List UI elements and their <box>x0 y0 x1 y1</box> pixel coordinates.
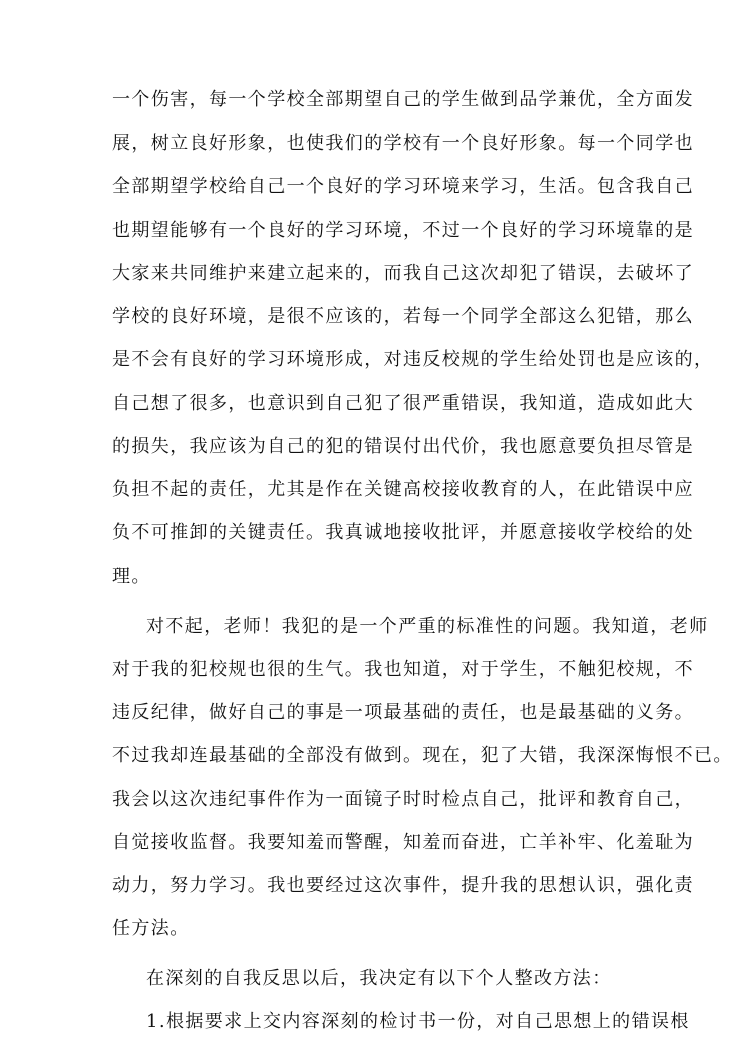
text-line: 是不会有良好的学习环境形成，对违反校规的学生给处罚也是应该的， <box>112 349 714 370</box>
text-line: 一个伤害，每一个学校全部期望自己的学生做到品学兼优，全方面发 <box>112 89 694 110</box>
text-line: 负担不起的责任，尤其是作在关键高校接收教育的人，在此错误中应 <box>112 479 694 500</box>
text-line: 展，树立良好形象，也使我们的学校有一个良好形象。每一个同学也 <box>112 133 694 154</box>
text-line: 不过我却连最基础的全部没有做到。现在，犯了大错，我深深悔恨不已。 <box>112 745 733 766</box>
text-line: 动力，努力学习。我也要经过这次事件，提升我的思想认识，强化责 <box>112 875 694 896</box>
text-line: 全部期望学校给自己一个良好的学习环境来学习，生活。包含我自己 <box>112 176 694 197</box>
text-line: 自己想了很多，也意识到自己犯了很严重错误，我知道，造成如此大 <box>112 393 694 414</box>
text-line: 负不可推卸的关键责任。我真诚地接收批评，并愿意接收学校给的处 <box>112 522 694 543</box>
text-line: 违反纪律，做好自己的事是一项最基础的责任，也是最基础的义务。 <box>112 702 694 723</box>
text-line: 对于我的犯校规也很的生气。我也知道，对于学生，不触犯校规，不 <box>112 659 694 680</box>
text-line: 的损失，我应该为自己的犯的错误付出代价，我也愿意要负担尽管是 <box>112 436 694 457</box>
text-line: 学校的良好环境，是很不应该的，若每一个同学全部这么犯错，那么 <box>112 306 694 327</box>
text-line: 也期望能够有一个良好的学习环境，不过一个良好的学习环境靠的是 <box>112 220 694 241</box>
text-line: 理。 <box>112 566 151 587</box>
text-line: 任方法。 <box>112 918 190 939</box>
text-line: 自觉接收监督。我要知羞而警醒，知羞而奋进，亡羊补牢、化羞耻为 <box>112 832 694 853</box>
text-line: 大家来共同维护来建立起来的，而我自己这次却犯了错误，去破坏了 <box>112 263 694 284</box>
list-item: 1.根据要求上交内容深刻的检讨书一份，对自己思想上的错误根 <box>146 1011 690 1032</box>
paragraph-first-line: 在深刻的自我反思以后，我决定有以下个人整改方法： <box>146 968 612 989</box>
text-line: 我会以这次违纪事件作为一面镜子时时检点自己，批评和教育自己， <box>112 789 694 810</box>
paragraph-first-line: 对不起，老师！我犯的是一个严重的标准性的问题。我知道，老师 <box>146 616 709 637</box>
